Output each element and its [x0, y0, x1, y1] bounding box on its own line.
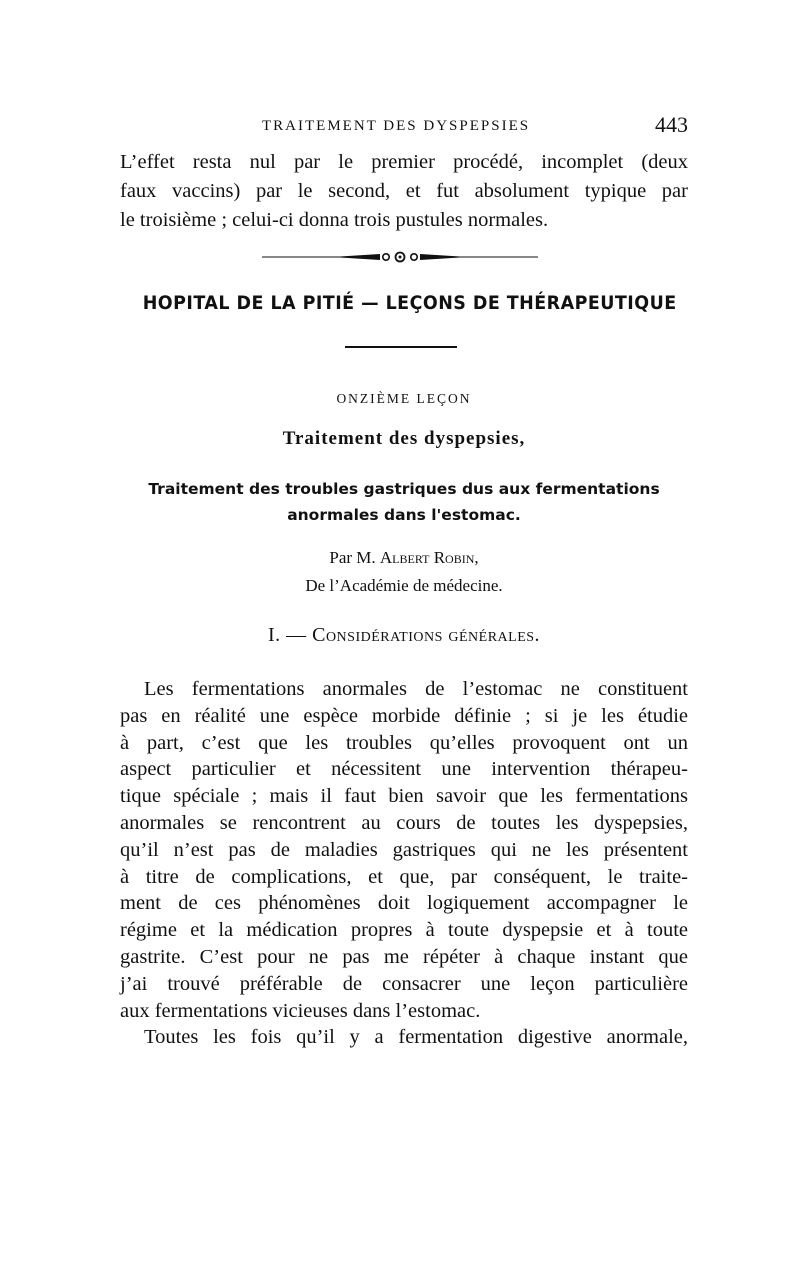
text-line: faux vaccins) par le second, et fut absolument typique par: [120, 180, 688, 202]
body-line: à titre de complications, et que, par conséquent, le traite-: [120, 865, 688, 888]
heading-rule: [345, 346, 457, 348]
body-line: qu’il n’est pas de maladies gastriques qui ne les présentent: [120, 838, 688, 861]
text-line: le troisième ; celui-ci donna trois pustules normales.: [120, 209, 549, 231]
body-line: Toutes les fois qu’il y a fermentation digestive anormale,: [144, 1026, 688, 1049]
page-number: 443: [655, 112, 688, 137]
body-line: pas en réalité une espèce morbide définie ; si je les étudie: [120, 704, 688, 727]
section-heading: [120, 624, 688, 647]
body-line: aux fermentations vicieuses dans l’estomac.: [120, 999, 481, 1022]
lecon-subtitle: [120, 476, 688, 528]
hospital-heading: HOPITAL DE LA PITIÉ — LEÇONS DE THÉRAPEUTIQUE: [142, 292, 677, 314]
body-line: régime et la médication propres à toute dyspepsie et à toute: [120, 919, 688, 942]
subtitle-line: anormales dans l'estomac.: [287, 506, 521, 524]
author-prefix: Par M.: [329, 548, 376, 567]
lecon-label: ONZIÈME LEÇON: [336, 391, 472, 406]
body-line: Les fermentations anormales de l’estomac ne constituent: [144, 678, 688, 700]
running-title: TRAITEMENT DES DYSPEPSIES: [262, 118, 531, 134]
author-line: [120, 544, 688, 572]
ornament-divider: [262, 250, 538, 264]
body-line: aspect particulier et nécessitent une intervention thérapeu-: [120, 758, 688, 781]
body-line: anormales se rencontrent au cours de toutes les dyspepsies,: [120, 811, 688, 834]
previous-paragraph: [120, 148, 688, 235]
section-number: I. —: [267, 624, 307, 646]
lecon-title: Traitement des dyspepsies,: [282, 428, 526, 449]
body-line: gastrite. C’est pour ne pas me répéter à chaque instant que: [120, 945, 688, 968]
body-line: tique spéciale ; mais il faut bien savoir que les fermentations: [120, 785, 688, 808]
author-affiliation: De l’Académie de médecine.: [305, 576, 503, 595]
section-title: Considérations générales.: [312, 624, 541, 646]
author-block: [120, 544, 688, 600]
body-line: ment de ces phénomènes doit logiquement accompagner le: [120, 892, 688, 915]
subtitle-line: Traitement des troubles gastriques dus aux fermentations: [148, 480, 660, 498]
running-head: [120, 112, 688, 142]
author-name: Albert Robin,: [379, 548, 479, 567]
text-line: L’effet resta nul par le premier procédé, incomplet (deux: [120, 151, 688, 173]
body-line: j’ai trouvé préférable de consacrer une leçon particulière: [120, 972, 688, 995]
body-line: à part, c’est que les troubles qu’elles provoquent ont un: [120, 731, 688, 754]
body-text: [120, 676, 688, 1051]
